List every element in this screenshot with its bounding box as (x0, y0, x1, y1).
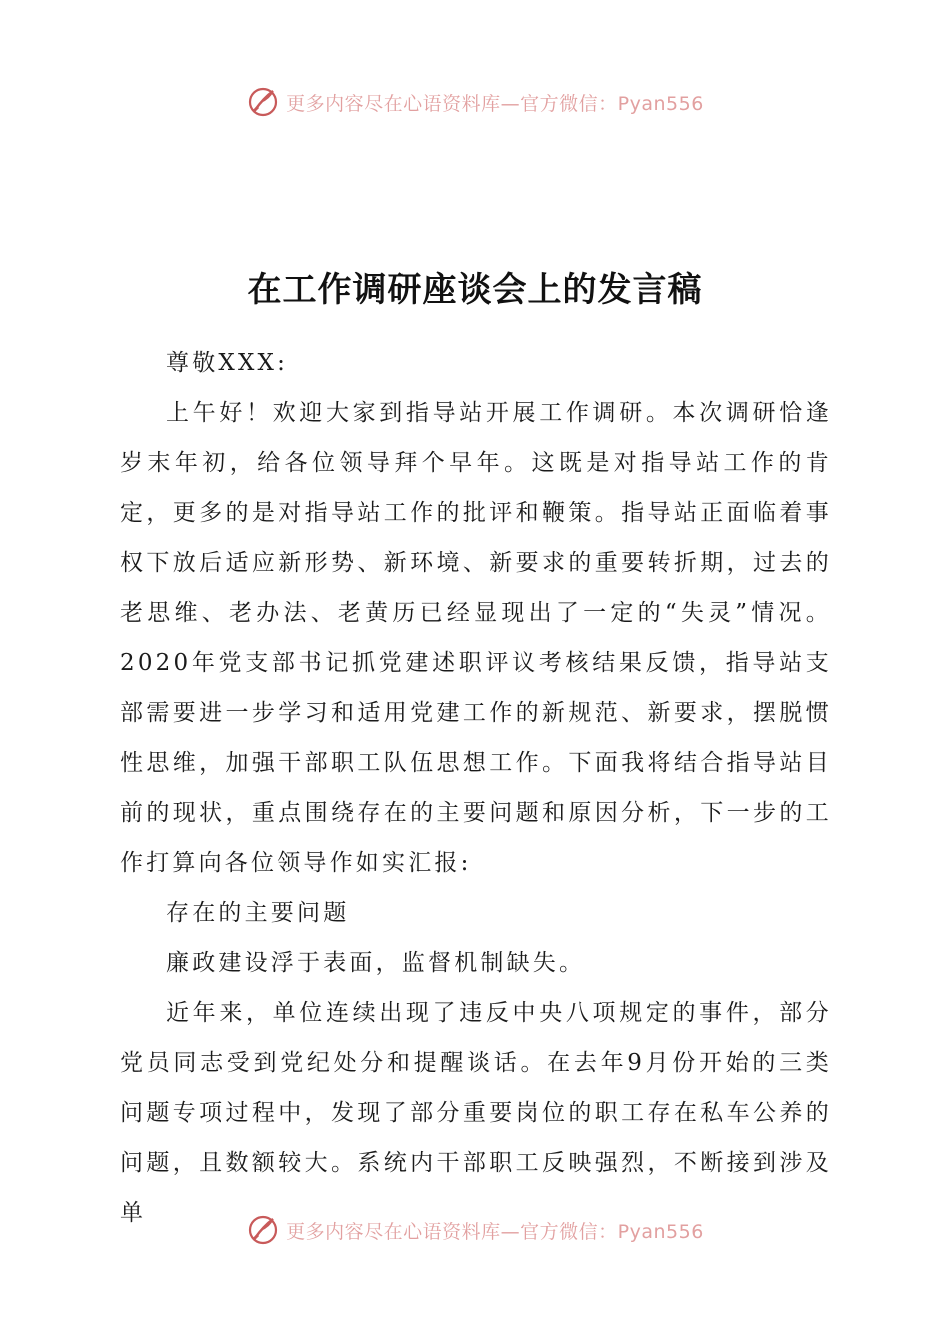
document-title: 在工作调研座谈会上的发言稿 (247, 270, 703, 310)
subsection-heading: 廉政建设浮于表面，监督机制缺失。 (166, 950, 586, 976)
header-watermark (0, 82, 950, 122)
intro-paragraph: 上午好！欢迎大家到指导站开展工作调研。本次调研恰逢岁末年初，给各位领导拜个早年。这既是对指导站工作的肯定，更多的是对指导站工作的批评和鞭策。指导站正面临着事权下放后适应新形势、新环境、新要求的重要转折期，过去的老思维、老办法、老黄历已经显现出了一定的“失灵”情况。2020年党支部书记抓党建述职评议考核结果反馈，指导站支部需要进一步学习和适用党建工作的新规范、新要求，摆脱惯性思维，加强干部职工队伍思想工作。下面我将结合指导站目前的现状，重点围绕存在的主要问题和原因分析，下一步的工作打算向各位领导作如实汇报: (120, 400, 832, 876)
salutation-paragraph: 尊敬XXX: (166, 350, 289, 376)
section-heading: 存在的主要问题 (166, 900, 350, 926)
quill-logo-icon (246, 1213, 280, 1247)
body-paragraph: 近年来，单位连续出现了违反中央八项规定的事件，部分党员同志受到党纪处分和提醒谈话。在去年9月份开始的三类问题专项过程中，发现了部分重要岗位的职工存在私车公养的问题，且数额较大。系统内干部职工反映强烈，不断接到涉及单 (120, 1000, 832, 1226)
watermark-text: 更多内容尽在心语资料库—官方微信：Pyan556 (286, 92, 704, 115)
quill-logo-icon (246, 85, 280, 119)
watermark-text: 更多内容尽在心语资料库—官方微信：Pyan556 (286, 1220, 704, 1243)
document-body (120, 338, 832, 1238)
footer-watermark (0, 1210, 950, 1250)
